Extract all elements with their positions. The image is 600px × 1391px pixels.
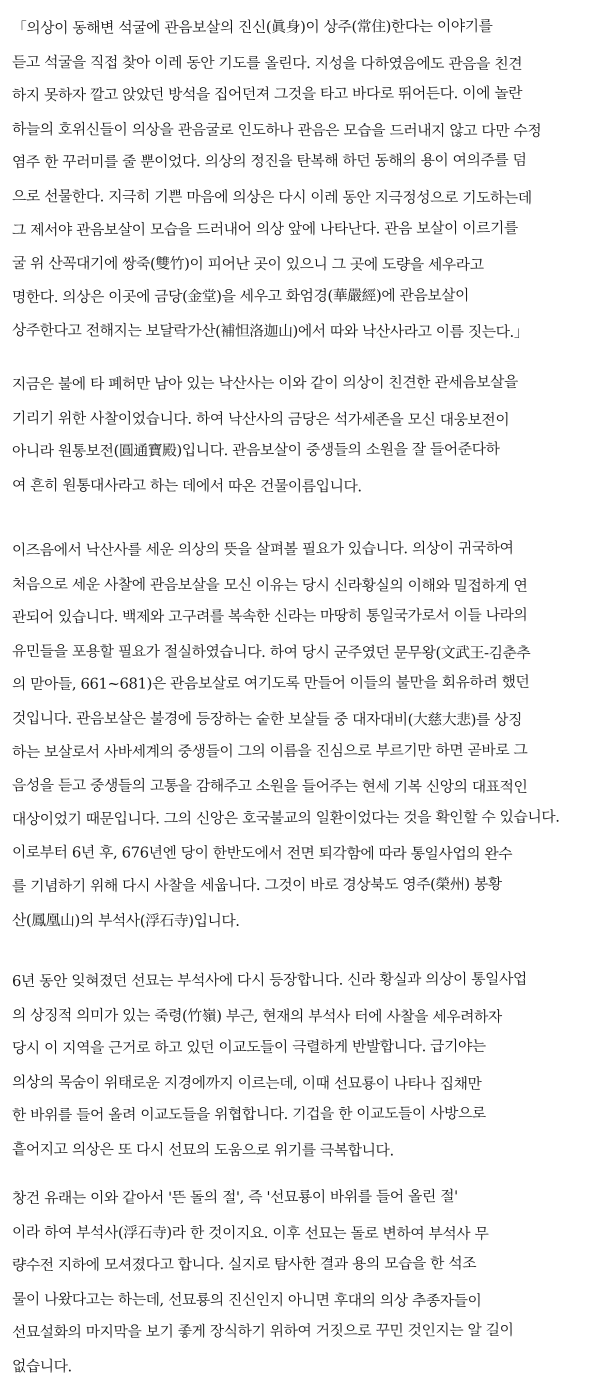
text-line: 「의상이 동해변 석굴에 관음보살의 진신(眞身)이 상주(常住)한다는 이야기를 (11, 17, 493, 37)
text-line: 명한다. 의상은 이곳에 금당(金堂)을 세우고 화엄경(華嚴經)에 관음보살이 (11, 286, 470, 306)
paragraph-uisang-intent (12, 534, 592, 937)
text-line: 량수전 지하에 모셔졌다고 합니다. 실지로 탐사한 결과 용의 모습을 한 석조 (11, 1255, 477, 1275)
text-line: 그 제서야 관음보살이 모습을 드러내어 의상 앞에 나타난다. 관음 보살이 이르기를 (11, 219, 518, 239)
text-line: 물이 나왔다고는 하는데, 선묘룡의 진신인지 아니면 후대의 의상 추종자들이 (11, 1290, 482, 1310)
text-line: 음성을 듣고 중생들의 고통을 감해주고 소원을 들어주는 현세 기복 신앙의 대표적인 (11, 777, 528, 796)
paragraph-naksansa (12, 368, 592, 502)
text-line: 선묘설화의 마지막을 보기 좋게 장식하기 위하여 거짓으로 꾸민 것인지는 알 길이 (11, 1322, 514, 1342)
text-line: 유민들을 포용할 필요가 절실하였습니다. 하여 당시 군주였던 문무왕(文武王-김춘추 (11, 642, 531, 662)
text-line: 한 바위를 들어 올려 이교도들을 위협합니다. 기겁을 한 이교도들이 사방으로 (11, 1105, 486, 1125)
text-line: 의 맏아들, 661~681)은 관음보살로 여기도록 만들어 이들의 불만을 회유하려 했던 (11, 674, 530, 694)
text-line: 를 기념하기 위해 다시 사찰을 세웁니다. 그것이 바로 경상북도 영주(榮州) 봉황 (11, 875, 502, 895)
text-line: 대상이었기 때문입니다. 그의 신앙은 호국불교의 일환이었다는 것을 확인할 수 있습니다. (11, 808, 560, 828)
text-line: 창건 유래는 이와 같아서 '뜬 돌의 절', 즉 '선묘룡이 바위를 들어 올린 절' (11, 1188, 458, 1207)
text-line: 하는 보살로서 사바세계의 중생들이 그의 이름을 진심으로 부르기만 하면 곧바로 그 (11, 741, 528, 761)
paragraph-legend-quote (12, 12, 592, 348)
text-line: 하늘의 호위신들이 의상을 관음굴로 인도하나 관음은 모습을 드러내지 않고 다만 수정 (11, 120, 542, 140)
text-line: 기리기 위한 사찰이었습니다. 하여 낙산사의 금당은 석가세존을 모신 대웅보전이 (11, 409, 510, 429)
text-line: 듣고 석굴을 직접 찾아 이레 동안 기도를 올린다. 지성을 다하였음에도 관음을 친견 (11, 53, 523, 73)
text-line: 이로부터 6년 후, 676년엔 당이 한반도에서 전면 퇴각함에 따라 통일사업의 완수 (11, 844, 513, 864)
text-line: 이라 하여 부석사(浮石寺)라 한 것이지요. 이후 선묘는 돌로 변하여 부석사 무 (11, 1223, 489, 1243)
text-line: 상주한다고 전해지는 보달락가산(補怛洛迦山)에서 따와 낙산사라고 이름 짓는다.」 (11, 322, 529, 342)
text-line: 당시 이 지역을 근거로 하고 있던 이교도들이 극렬하게 반발합니다. 급기야는 (11, 1038, 486, 1058)
text-line: 지금은 불에 타 폐허만 남아 있는 낙산사는 이와 같이 의상이 친견한 관세음보살을 (11, 373, 518, 393)
text-line: 굴 위 산꼭대기에 쌍죽(雙竹)이 피어난 곳이 있으니 그 곳에 도량을 세우라고 (11, 255, 484, 274)
text-line: 으로 선물한다. 지극히 기쁜 마음에 의상은 다시 이레 동안 지극정성으로 기도하는데 (11, 187, 532, 207)
text-line: 처음으로 세운 사찰에 관음보살을 모신 이유는 당시 신라황실의 이해와 밀접하게 연 (11, 575, 528, 595)
text-line: 하지 못하자 깔고 앉았던 방석을 집어던져 그것을 타고 바다로 뛰어든다. 이에 놀란 (11, 84, 523, 105)
text-line: 여 흔히 원통대사라고 하는 데에서 따온 건물이름입니다. (11, 476, 362, 496)
text-line: 의 상징적 의미가 있는 죽령(竹嶺) 부근, 현재의 부석사 터에 사찰을 세우려하자 (11, 1006, 502, 1026)
text-line: 관되어 있습니다. 백제와 고구려를 복속한 신라는 마땅히 통일국가로서 이들 나라의 (11, 606, 528, 627)
text-line: 없습니다. (11, 1357, 72, 1376)
text-line: 염주 한 꾸러미를 줄 뿐이었다. 의상의 정진을 탄복해 하던 동해의 용이 여의주를 덤 (11, 152, 527, 172)
paragraph-founding-origin (12, 1182, 592, 1384)
text-line: 산(鳳凰山)의 부석사(浮石寺)입니다. (11, 911, 240, 930)
text-line: 이즈음에서 낙산사를 세운 의상의 뜻을 살펴볼 필요가 있습니다. 의상이 귀국하여 (11, 539, 514, 559)
text-line: 아니라 원통보전(圓通寶殿)입니다. 관음보살이 중생들의 소원을 잘 들어준다하 (11, 441, 500, 461)
text-line: 의상의 목숨이 위태로운 지경에까지 이르는데, 이때 선묘룡이 나타나 집채만 (11, 1073, 482, 1093)
text-line: 흩어지고 의상은 또 다시 선묘의 도움으로 위기를 극복합니다. (11, 1140, 394, 1160)
text-line: 것입니다. 관음보살은 불경에 등장하는 숱한 보살들 중 대자대비(大慈大悲)를 상징 (11, 709, 523, 729)
paragraph-seonmyo (12, 965, 592, 1167)
text-line: 6년 동안 잊혀졌던 선묘는 부석사에 다시 등장합니다. 신라 황실과 의상이 통일사업 (11, 970, 527, 990)
